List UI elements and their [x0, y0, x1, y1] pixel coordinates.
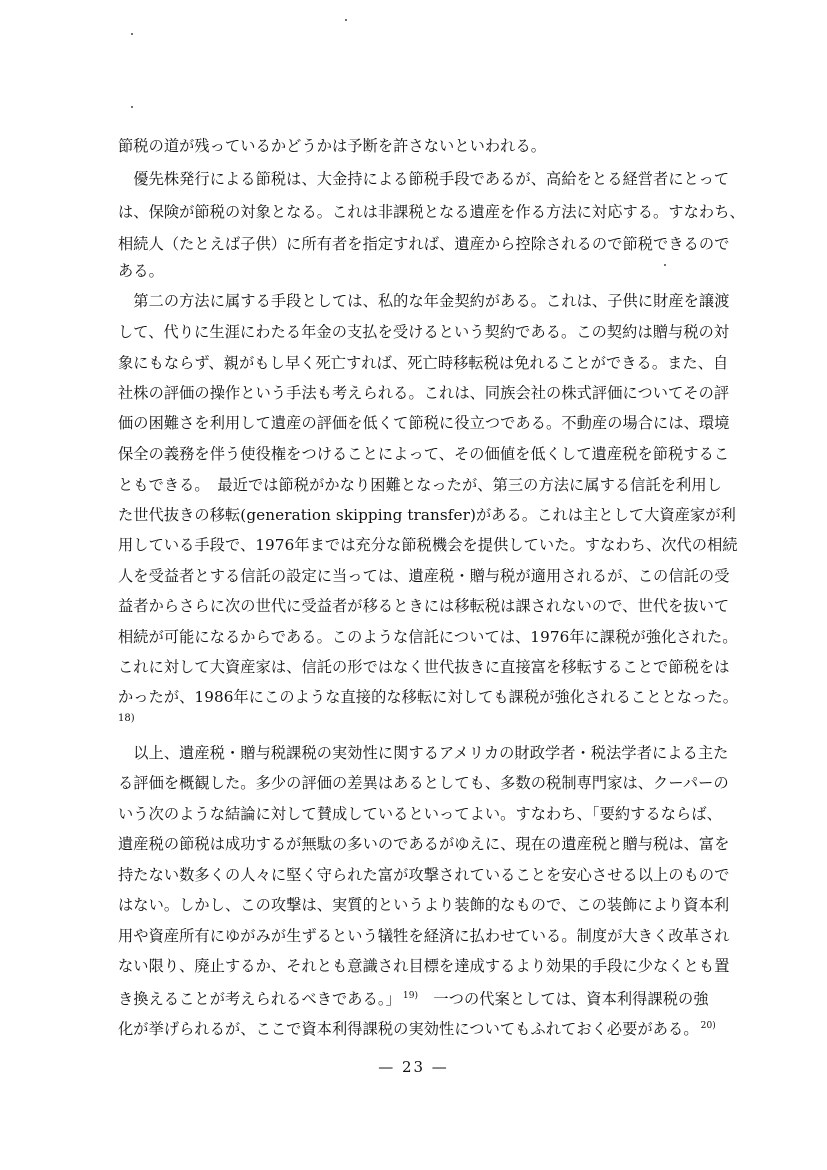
scan-speck — [345, 19, 347, 21]
text-line: して、代りに生涯にわたる年金の支払を受けるという契約である。この契約は贈与税の対 — [118, 323, 730, 341]
text-line: かったが、1986年にこのような直接的な移転に対しても課税が強化されることとなった。 — [118, 688, 738, 706]
text-line: 相続が可能になるからである。このような信託については、1976年に課税が強化された。 — [118, 628, 738, 646]
text-line: 社株の評価の操作という手法も考えられる。これは、同族会社の株式評価についてその評 — [118, 384, 730, 402]
text-line: ある。 — [118, 262, 164, 280]
text-line: ともできる。 最近では節税がかなり困難となったが、第三の方法に属する信託を利用し — [118, 476, 722, 494]
text-line-with-footnote — [118, 1016, 716, 1039]
text-line: 遺産税の節税は成功するが無駄の多いのであるがゆえに、現在の遺産税と贈与税は、富を — [118, 835, 730, 853]
text-line: これに対して大資産家は、信託の形ではなく世代抜きに直接富を移転することで節税をは — [118, 658, 730, 676]
text-line: 保全の義務を伴う使役権をつけることによって、その価値を低くして遺産税を節税するこ — [118, 445, 730, 463]
line-text: 一つの代案としては、資本利得課税の強 — [418, 990, 709, 1009]
text-line: いう次のような結論に対して賛成しているといってよい。すなわち、「要約するならば、 — [118, 805, 722, 823]
text-line: 用や資産所有にゆがみが生ずるという犠牲を経済に払わせている。制度が大きく改革され — [118, 927, 730, 945]
line-text: 化が挙げられるが、ここで資本利得課税の実効性についてもふれておく必要がある。 — [118, 1020, 699, 1039]
line-text: き換えることが考えられるべきである。」 — [118, 990, 401, 1009]
footnote-marker: 18) — [118, 713, 135, 724]
text-line: 相続人（たとえば子供）に所有者を指定すれば、遺産から控除されるので節税できるので — [118, 235, 730, 253]
text-line: 優先株発行による節税は、大金持による節税手段であるが、高給をとる経営者にとって — [118, 170, 730, 188]
text-line: 益者からさらに次の世代に受益者が移るときには移転税は課されないので、世代を抜いて — [118, 597, 730, 615]
text-line: た世代抜きの移転(generation skipping transfer)がある。これは主として大資産家が利 — [118, 506, 736, 524]
text-line: はない。しかし、この攻撃は、実質的というより装飾的なもので、この装飾により資本利 — [118, 896, 730, 914]
scan-speck — [131, 106, 133, 108]
text-line: 第二の方法に属する手段としては、私的な年金契約がある。これは、子供に財産を譲渡 — [118, 292, 730, 310]
text-line: 節税の道が残っているかどうかは予断を許さないといわれる。 — [118, 137, 547, 155]
scan-speck — [131, 33, 133, 35]
text-line: 持たない数多くの人々に堅く守られた富が攻撃されていることを安心させる以上のもので — [118, 866, 730, 884]
text-line-with-footnote — [118, 986, 709, 1009]
scan-speck — [664, 264, 666, 266]
footnote-marker: 19) — [402, 991, 419, 1001]
text-line: 用している手段で、1976年までは充分な節税機会を提供していた。すなわち、次代の相続 — [118, 536, 738, 554]
text-line: る評価を概観した。多少の評価の差異はあるとしても、多数の税制専門家は、クーパーの — [118, 774, 729, 792]
footnote-marker: 20) — [700, 1021, 716, 1031]
text-line: 以上、遺産税・贈与税課税の実効性に関するアメリカの財政学者・税法学者による主た — [118, 744, 729, 762]
page-number: — 23 — — [378, 1058, 449, 1076]
text-line: 人を受益者とする信託の設定に当っては、遺産税・贈与税が適用されるが、この信託の受 — [118, 567, 730, 585]
text-line: ない限り、廃止するか、それとも意識され目標を達成するより効果的手段に少なくとも置 — [118, 957, 730, 975]
text-line: は、保険が節税の対象となる。これは非課税となる遺産を作る方法に対応する。すなわち、 — [118, 203, 745, 221]
text-line: 象にもならず、親がもし早く死亡すれば、死亡時移転税は免れることができる。また、自 — [118, 354, 729, 372]
text-line: 価の困難さを利用して遺産の評価を低くて節税に役立つである。不動産の場合には、環境 — [118, 414, 730, 432]
